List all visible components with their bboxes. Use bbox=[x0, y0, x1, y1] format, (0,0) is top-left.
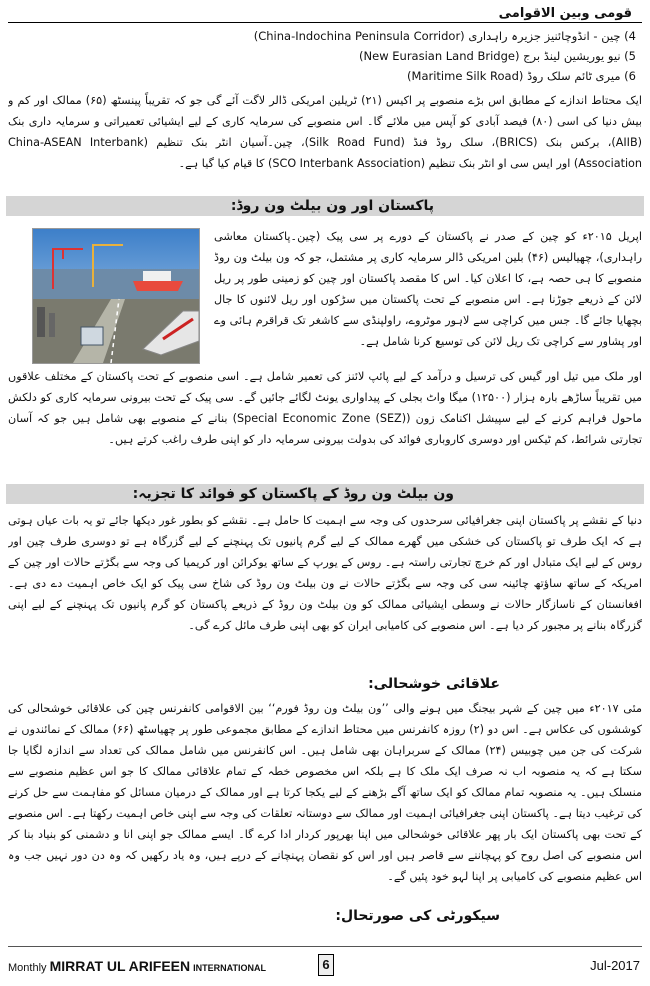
section-header-title: قومی وبین الاقوامی bbox=[498, 6, 632, 21]
list-item-urdu: 5) نیو یوریشین لینڈ برج bbox=[523, 49, 636, 63]
list-item-latin: (Maritime Silk Road) bbox=[407, 69, 524, 83]
list-item-latin: (China-Indochina Peninsula Corridor) bbox=[253, 29, 465, 43]
infrastructure-photo bbox=[32, 228, 200, 364]
section-title-benefits-analysis: ون بیلٹ ون روڈ کے پاکستان کو فوائد کا تجزیہ: bbox=[132, 486, 454, 502]
section-bar bbox=[6, 196, 644, 216]
page-header bbox=[8, 6, 642, 23]
list-item-urdu: 4) چین - انڈوچائنیز جزیرہ راہداری bbox=[468, 29, 636, 43]
section-title-security-situation: سیکورٹی کی صورتحال: bbox=[335, 908, 500, 924]
section2-paragraph: دنیا کے نقشے پر پاکستان اپنی جغرافیائی سرحدوں کی وجہ سے اہمیت کا حامل ہے۔ نقشے کو بطور غور دیکھا جائے تو یہ بات عیاں ہوتی ہے کہ ایک طرف تو پاکستان کی خشکی میں گھرے ممالک کے لیے گرم پانیوں تک پہنچنے کے لیے گزرگاہ ہے تو دوسری طرف چین اور روس کے لیے ایک متبادل اور کم خرچ تجارتی راستہ ہے۔ روس کے یورپ کے ساتھ یوکرائن اور کریمیا کی وجہ سے بگڑتے حالات اور چین کے امریکہ کے ساتھ ساؤتھ چائینہ سی کی وجہ سے بگڑتے حالات نے ون بیلٹ ون روڈ کی شاخ سی پیک کو ایک خاص اہمیت دے دی ہے۔ افغانستان کے ناسازگار حالات نے وسطی ایشیائی ممالک کو ون بیلٹ ون روڈ کے ذریعے پاکستان کو گرم پانیوں تک پہنچنے کے لیے اپنی گزرگاہ بنانے پر مجبور کر دیا ہے۔ اس منصوبے کی کامیابی ایران کو بھی اپنی طرف مائل کرے گی۔ bbox=[8, 514, 642, 632]
footer-divider bbox=[8, 946, 642, 947]
section3-paragraph: مئی ۲۰۱۷ء میں چین کے شہر بیجنگ میں ہونے والی ’’ون بیلٹ ون روڈ فورم‘‘ بین الاقوامی کانفرنس چین کی علاقائی خوشحالی کی کوششوں کی عکاس ہے۔ اس دو (۲) روزہ کانفرنس میں محتاط اندازے کے مطابق مجموعی طور پر چھیاسٹھ (۶۶) ممالک کے نمائندوں نے شرکت کی جن میں چوبیس (۲۴) ممالک کے سربراہان بھی شامل ہیں۔ اس کانفرنس میں شامل ممالک کی تعداد سے اندازہ لگایا جا سکتا ہے کہ یہ منصوبہ اب نہ صرف ایک ملک کا ہے بلکہ اس مخصوص خطہ کے تمام علاقائی ممالک کا جو اس عظیم منصوبے سے منسلک ہیں۔ یہ منصوبہ تمام ممالک کو ایک ساتھ آگے بڑھنے کے لیے یکجا کرتا ہے اور ممالک کے درمیان مسائل کو مفاہمت سے حل کرنے کی ترغیب دیتا ہے۔ پاکستان اپنی جغرافیائی اہمیت اور ممالک سے دوستانہ تعلقات کی وجہ سے اپنی خاص اہمیت رکھتا ہے۔ اس منصوبے کے تحت بھی پاکستان ایک بار پھر علاقائی خوشحالی میں اپنا بھرپور کردار ادا کرے گا۔ ایسے ممالک جو اپنی انا و دشمنی کو بنیاد بنا کر اس منصوبے کی اصل روح کو پہچاننے سے قاصر ہیں اور اس کو نقصان پہنچانے کے درپے ہیں، وہ یاد رکھیں کہ وہ دن دور نہیں جب وہ اس عظیم منصوبے کی کامیابی پر اپنا لہو خود پئیں گے۔ bbox=[8, 702, 642, 883]
footer-prefix: Monthly bbox=[8, 962, 47, 974]
footer-date: Jul-2017 bbox=[590, 958, 640, 973]
footer-suffix: INTERNATIONAL bbox=[193, 963, 266, 973]
section-title-regional-prosperity: علاقائی خوشحالی: bbox=[368, 676, 500, 692]
footer-magazine-name: MIRRAT UL ARIFEEN bbox=[49, 958, 191, 974]
list-item bbox=[16, 46, 636, 66]
list-item-urdu: 6) میری ٹائم سلک روڈ bbox=[527, 69, 636, 83]
infrastructure-illustration bbox=[33, 229, 199, 363]
section-title-pakistan-obor: پاکستان اور ون بیلٹ ون روڈ: bbox=[230, 198, 434, 214]
page-number: 6 bbox=[318, 954, 334, 976]
list-item-latin: (New Eurasian Land Bridge) bbox=[359, 49, 520, 63]
section-bar bbox=[6, 484, 644, 504]
intro-paragraph: ایک محتاط اندازے کے مطابق اس بڑے منصوبے پر اکیس (۲۱) ٹریلین امریکی ڈالر لاگت آئے گی جو کہ تقریباً پینسٹھ (۶۵) ممالک اور کم و بیش دنیا کی اسی (۸۰) فیصد آبادی کو آپس میں ملائے گا۔ اس منصوبے کی سرمایہ کاری کے لیے ایشیائی تعمیراتی و سرمایہ داری بنک (AIIB)، برکس بنک (BRICS)، سلک روڈ فنڈ (Silk Road Fund)، چین۔آسیان انٹر بنک تنظیم (China-ASEAN Interbank Association) اور ایس سی او انٹر بنک تنظیم (SCO Interbank Association) کا قیام کیا گیا ہے۔ bbox=[8, 94, 642, 170]
list-item bbox=[16, 26, 636, 46]
list-item bbox=[16, 66, 636, 86]
footer-publication bbox=[8, 958, 266, 974]
section1-paragraph: اپریل ۲۰۱۵ء کو چین کے صدر نے پاکستان کے دورے پر سی پیک (چین۔پاکستان معاشی راہداری)، چھیالیس (۴۶) بلین امریکی ڈالر سرمایہ کاری پر مشتمل، جو کہ ون بیلٹ ون روڈ منصوبے کا ہی حصہ ہے، کا اعلان کیا۔ اس کا مقصد پاکستان اور چین کو زمینی طور پر ریل لائن کے ذریعے جوڑنا ہے۔ اس منصوبے کے تحت پاکستان میں سڑکوں اور ریل لائنوں کا جال بچھایا جائے گا۔ جس میں کراچی سے لاہور موٹروے، راولپنڈی سے کاشغر تک قراقرم ہائی وے اور پشاور سے کراچی تک ریل لائن کی توسیع کرنا شامل ہے۔ bbox=[214, 230, 642, 348]
section1-paragraph-continued: اور ملک میں تیل اور گیس کی ترسیل و درآمد کے لیے پائپ لائنز کی تعمیر شامل ہے۔ اسی منصوبے کے تحت پاکستان کے مختلف علاقوں میں تقریباً ساڑھے بارہ ہزار (۱۲۵۰۰) میگا واٹ بجلی کے پیداواری یونٹ لگائے جائیں گے۔ سی پیک کے تحت بیرونی سرمایہ کاری کو دلکش ماحول فراہم کرنے کے لیے سپیشل اکنامک زون (Special Economic Zone (SEZ)) بنانے کے منصوبے بھی شامل ہیں جو کہ آسان تجارتی شرائط، کم ٹیکس اور دوسری کاروباری فوائد کی بدولت بیرونی سرمایہ دار کو اپنی طرف راغب کرتے ہیں۔ bbox=[8, 370, 642, 446]
